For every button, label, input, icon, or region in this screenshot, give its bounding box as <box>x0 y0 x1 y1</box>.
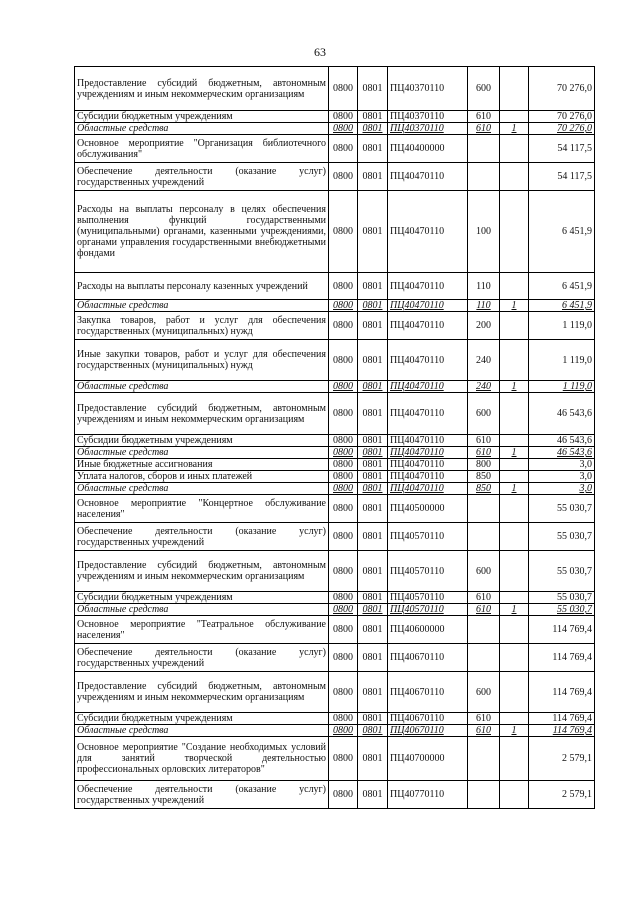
row-amount: 46 543,6 <box>529 447 595 459</box>
row-source-code <box>500 273 529 300</box>
row-amount: 70 276,0 <box>529 111 595 123</box>
row-subsection-code: 0801 <box>358 713 388 725</box>
row-source-code <box>500 191 529 273</box>
row-section-code: 0800 <box>329 523 358 551</box>
row-expense-type-code: 110 <box>468 300 500 312</box>
row-expense-type-code: 110 <box>468 273 500 300</box>
table-row <box>75 644 595 672</box>
table-row <box>75 483 595 495</box>
row-expense-type-code <box>468 644 500 672</box>
row-section-code: 0800 <box>329 273 358 300</box>
row-expense-type-code: 600 <box>468 672 500 713</box>
row-section-code: 0800 <box>329 459 358 471</box>
row-name: Предоставление субсидий бюджетным, автономным учреждениям и иным некоммерческим организациям <box>75 672 329 713</box>
row-expense-type-code: 850 <box>468 471 500 483</box>
row-name: Иные закупки товаров, работ и услуг для обеспечения государственных (муниципальных) нужд <box>75 340 329 381</box>
row-source-code <box>500 393 529 435</box>
row-subsection-code: 0801 <box>358 781 388 809</box>
row-name: Иные бюджетные ассигнования <box>75 459 329 471</box>
row-amount: 3,0 <box>529 471 595 483</box>
table-row <box>75 300 595 312</box>
row-amount: 114 769,4 <box>529 713 595 725</box>
row-section-code: 0800 <box>329 604 358 616</box>
table-row <box>75 191 595 273</box>
row-name: Обеспечение деятельности (оказание услуг) государственных учреждений <box>75 781 329 809</box>
row-name: Областные средства <box>75 447 329 459</box>
row-source-code <box>500 523 529 551</box>
row-amount: 1 119,0 <box>529 312 595 340</box>
row-target-item-code: ПЦ40470110 <box>388 312 468 340</box>
row-source-code <box>500 67 529 111</box>
table-row <box>75 781 595 809</box>
row-expense-type-code: 610 <box>468 725 500 737</box>
table-row <box>75 459 595 471</box>
row-target-item-code: ПЦ40470110 <box>388 483 468 495</box>
row-subsection-code: 0801 <box>358 111 388 123</box>
row-amount: 2 579,1 <box>529 737 595 781</box>
row-expense-type-code <box>468 523 500 551</box>
row-expense-type-code <box>468 135 500 163</box>
row-expense-type-code: 240 <box>468 381 500 393</box>
row-amount: 54 117,5 <box>529 163 595 191</box>
row-target-item-code: ПЦ40470110 <box>388 447 468 459</box>
row-target-item-code: ПЦ40670110 <box>388 725 468 737</box>
row-subsection-code: 0801 <box>358 435 388 447</box>
row-target-item-code: ПЦ40770110 <box>388 781 468 809</box>
row-amount: 6 451,9 <box>529 300 595 312</box>
row-name: Основное мероприятие "Театральное обслуживание населения" <box>75 616 329 644</box>
row-name: Основное мероприятие "Создание необходимых условий для занятий творческой деятельностью профессиональных орловских литераторов" <box>75 737 329 781</box>
row-section-code: 0800 <box>329 163 358 191</box>
row-subsection-code: 0801 <box>358 393 388 435</box>
row-source-code: 1 <box>500 725 529 737</box>
row-amount: 55 030,7 <box>529 523 595 551</box>
row-expense-type-code: 850 <box>468 483 500 495</box>
row-target-item-code: ПЦ40670110 <box>388 644 468 672</box>
row-amount: 46 543,6 <box>529 435 595 447</box>
table-row <box>75 725 595 737</box>
table-row <box>75 123 595 135</box>
row-target-item-code: ПЦ40570110 <box>388 551 468 592</box>
row-expense-type-code: 600 <box>468 393 500 435</box>
row-expense-type-code: 610 <box>468 435 500 447</box>
row-subsection-code: 0801 <box>358 381 388 393</box>
row-amount: 1 119,0 <box>529 340 595 381</box>
page-number: 63 <box>314 45 326 59</box>
row-source-code <box>500 616 529 644</box>
row-section-code: 0800 <box>329 616 358 644</box>
row-target-item-code: ПЦ40570110 <box>388 604 468 616</box>
row-subsection-code: 0801 <box>358 672 388 713</box>
row-target-item-code: ПЦ40670110 <box>388 672 468 713</box>
row-amount: 70 276,0 <box>529 123 595 135</box>
row-amount: 114 769,4 <box>529 644 595 672</box>
row-section-code: 0800 <box>329 495 358 523</box>
row-source-code <box>500 111 529 123</box>
row-source-code <box>500 163 529 191</box>
table-row <box>75 340 595 381</box>
row-target-item-code: ПЦ40470110 <box>388 191 468 273</box>
row-source-code <box>500 340 529 381</box>
row-name: Областные средства <box>75 123 329 135</box>
table-row <box>75 163 595 191</box>
row-target-item-code: ПЦ40400000 <box>388 135 468 163</box>
row-section-code: 0800 <box>329 471 358 483</box>
row-expense-type-code <box>468 163 500 191</box>
row-source-code <box>500 312 529 340</box>
row-source-code: 1 <box>500 483 529 495</box>
row-name: Субсидии бюджетным учреждениям <box>75 713 329 725</box>
row-name: Предоставление субсидий бюджетным, автономным учреждениям и иным некоммерческим организациям <box>75 551 329 592</box>
row-subsection-code: 0801 <box>358 67 388 111</box>
row-expense-type-code: 610 <box>468 713 500 725</box>
row-subsection-code: 0801 <box>358 483 388 495</box>
row-expense-type-code: 200 <box>468 312 500 340</box>
table-row <box>75 435 595 447</box>
row-target-item-code: ПЦ40670110 <box>388 713 468 725</box>
row-expense-type-code: 610 <box>468 111 500 123</box>
row-subsection-code: 0801 <box>358 135 388 163</box>
row-name: Обеспечение деятельности (оказание услуг) государственных учреждений <box>75 644 329 672</box>
row-name: Областные средства <box>75 483 329 495</box>
row-expense-type-code <box>468 495 500 523</box>
row-target-item-code: ПЦ40470110 <box>388 340 468 381</box>
row-section-code: 0800 <box>329 644 358 672</box>
row-name: Субсидии бюджетным учреждениям <box>75 111 329 123</box>
row-section-code: 0800 <box>329 135 358 163</box>
row-name: Предоставление субсидий бюджетным, автономным учреждениям и иным некоммерческим организациям <box>75 393 329 435</box>
row-subsection-code: 0801 <box>358 495 388 523</box>
table-row <box>75 447 595 459</box>
row-amount: 55 030,7 <box>529 495 595 523</box>
row-amount: 6 451,9 <box>529 191 595 273</box>
row-expense-type-code <box>468 616 500 644</box>
row-amount: 3,0 <box>529 483 595 495</box>
row-name: Субсидии бюджетным учреждениям <box>75 435 329 447</box>
row-source-code <box>500 713 529 725</box>
row-subsection-code: 0801 <box>358 123 388 135</box>
row-expense-type-code: 100 <box>468 191 500 273</box>
row-expense-type-code: 800 <box>468 459 500 471</box>
row-subsection-code: 0801 <box>358 737 388 781</box>
row-section-code: 0800 <box>329 340 358 381</box>
row-target-item-code: ПЦ40470110 <box>388 459 468 471</box>
row-expense-type-code: 610 <box>468 592 500 604</box>
table-row <box>75 551 595 592</box>
row-name: Расходы на выплаты персоналу в целях обеспечения выполнения функций государственными (муниципальными) органами, казенными учреждениями, органами управления государственными внебюджетными фондами <box>75 191 329 273</box>
row-source-code: 1 <box>500 381 529 393</box>
row-section-code: 0800 <box>329 781 358 809</box>
row-section-code: 0800 <box>329 592 358 604</box>
row-amount: 55 030,7 <box>529 604 595 616</box>
row-name: Обеспечение деятельности (оказание услуг) государственных учреждений <box>75 163 329 191</box>
row-name: Субсидии бюджетным учреждениям <box>75 592 329 604</box>
table-row <box>75 111 595 123</box>
row-target-item-code: ПЦ40500000 <box>388 495 468 523</box>
row-source-code <box>500 644 529 672</box>
row-amount: 1 119,0 <box>529 381 595 393</box>
table-row <box>75 616 595 644</box>
row-target-item-code: ПЦ40470110 <box>388 273 468 300</box>
row-section-code: 0800 <box>329 393 358 435</box>
row-subsection-code: 0801 <box>358 725 388 737</box>
row-section-code: 0800 <box>329 123 358 135</box>
row-name: Областные средства <box>75 604 329 616</box>
row-source-code <box>500 135 529 163</box>
row-subsection-code: 0801 <box>358 644 388 672</box>
table-row <box>75 67 595 111</box>
row-section-code: 0800 <box>329 111 358 123</box>
row-source-code <box>500 471 529 483</box>
row-amount: 114 769,4 <box>529 725 595 737</box>
row-section-code: 0800 <box>329 447 358 459</box>
row-section-code: 0800 <box>329 713 358 725</box>
row-section-code: 0800 <box>329 191 358 273</box>
row-subsection-code: 0801 <box>358 312 388 340</box>
row-name: Закупка товаров, работ и услуг для обеспечения государственных (муниципальных) нужд <box>75 312 329 340</box>
row-section-code: 0800 <box>329 67 358 111</box>
row-subsection-code: 0801 <box>358 459 388 471</box>
row-target-item-code: ПЦ40600000 <box>388 616 468 644</box>
row-section-code: 0800 <box>329 312 358 340</box>
row-subsection-code: 0801 <box>358 273 388 300</box>
row-amount: 2 579,1 <box>529 781 595 809</box>
table-row <box>75 737 595 781</box>
row-name: Основное мероприятие "Организация библиотечного обслуживания" <box>75 135 329 163</box>
row-subsection-code: 0801 <box>358 300 388 312</box>
row-source-code <box>500 737 529 781</box>
row-expense-type-code <box>468 737 500 781</box>
row-subsection-code: 0801 <box>358 604 388 616</box>
row-name: Основное мероприятие "Концертное обслуживание населения" <box>75 495 329 523</box>
row-target-item-code: ПЦ40570110 <box>388 592 468 604</box>
row-name: Областные средства <box>75 381 329 393</box>
row-expense-type-code: 600 <box>468 551 500 592</box>
row-name: Расходы на выплаты персоналу казенных учреждений <box>75 273 329 300</box>
row-target-item-code: ПЦ40700000 <box>388 737 468 781</box>
row-section-code: 0800 <box>329 435 358 447</box>
row-source-code <box>500 781 529 809</box>
row-target-item-code: ПЦ40370110 <box>388 123 468 135</box>
row-section-code: 0800 <box>329 381 358 393</box>
row-amount: 70 276,0 <box>529 67 595 111</box>
row-section-code: 0800 <box>329 551 358 592</box>
table-row <box>75 592 595 604</box>
row-target-item-code: ПЦ40470110 <box>388 381 468 393</box>
row-amount: 6 451,9 <box>529 273 595 300</box>
row-section-code: 0800 <box>329 672 358 713</box>
table-row <box>75 604 595 616</box>
row-subsection-code: 0801 <box>358 163 388 191</box>
table-row <box>75 135 595 163</box>
row-expense-type-code <box>468 781 500 809</box>
row-section-code: 0800 <box>329 737 358 781</box>
row-name: Уплата налогов, сборов и иных платежей <box>75 471 329 483</box>
row-amount: 54 117,5 <box>529 135 595 163</box>
row-source-code: 1 <box>500 300 529 312</box>
row-expense-type-code: 610 <box>468 123 500 135</box>
row-target-item-code: ПЦ40370110 <box>388 67 468 111</box>
row-source-code <box>500 495 529 523</box>
row-name: Областные средства <box>75 300 329 312</box>
row-amount: 55 030,7 <box>529 551 595 592</box>
row-subsection-code: 0801 <box>358 616 388 644</box>
row-subsection-code: 0801 <box>358 340 388 381</box>
row-amount: 114 769,4 <box>529 616 595 644</box>
row-target-item-code: ПЦ40370110 <box>388 111 468 123</box>
row-name: Обеспечение деятельности (оказание услуг) государственных учреждений <box>75 523 329 551</box>
row-source-code: 1 <box>500 604 529 616</box>
row-source-code <box>500 459 529 471</box>
row-name: Областные средства <box>75 725 329 737</box>
row-expense-type-code: 610 <box>468 447 500 459</box>
row-source-code: 1 <box>500 447 529 459</box>
table-row <box>75 381 595 393</box>
table-row <box>75 471 595 483</box>
table-row <box>75 672 595 713</box>
row-target-item-code: ПЦ40570110 <box>388 523 468 551</box>
budget-table <box>74 66 595 809</box>
row-target-item-code: ПЦ40470110 <box>388 435 468 447</box>
row-amount: 46 543,6 <box>529 393 595 435</box>
row-target-item-code: ПЦ40470110 <box>388 163 468 191</box>
row-subsection-code: 0801 <box>358 191 388 273</box>
row-source-code <box>500 592 529 604</box>
row-source-code <box>500 551 529 592</box>
table-row <box>75 523 595 551</box>
table-row <box>75 495 595 523</box>
table-row <box>75 393 595 435</box>
row-source-code <box>500 435 529 447</box>
table-row <box>75 713 595 725</box>
row-subsection-code: 0801 <box>358 551 388 592</box>
row-section-code: 0800 <box>329 725 358 737</box>
row-amount: 3,0 <box>529 459 595 471</box>
row-amount: 55 030,7 <box>529 592 595 604</box>
row-expense-type-code: 240 <box>468 340 500 381</box>
row-subsection-code: 0801 <box>358 447 388 459</box>
row-section-code: 0800 <box>329 483 358 495</box>
row-subsection-code: 0801 <box>358 523 388 551</box>
row-expense-type-code: 600 <box>468 67 500 111</box>
row-source-code: 1 <box>500 123 529 135</box>
row-target-item-code: ПЦ40470110 <box>388 393 468 435</box>
row-subsection-code: 0801 <box>358 592 388 604</box>
row-expense-type-code: 610 <box>468 604 500 616</box>
table-row <box>75 273 595 300</box>
row-section-code: 0800 <box>329 300 358 312</box>
table-row <box>75 312 595 340</box>
row-target-item-code: ПЦ40470110 <box>388 471 468 483</box>
row-target-item-code: ПЦ40470110 <box>388 300 468 312</box>
row-amount: 114 769,4 <box>529 672 595 713</box>
row-name: Предоставление субсидий бюджетным, автономным учреждениям и иным некоммерческим организациям <box>75 67 329 111</box>
row-subsection-code: 0801 <box>358 471 388 483</box>
row-source-code <box>500 672 529 713</box>
